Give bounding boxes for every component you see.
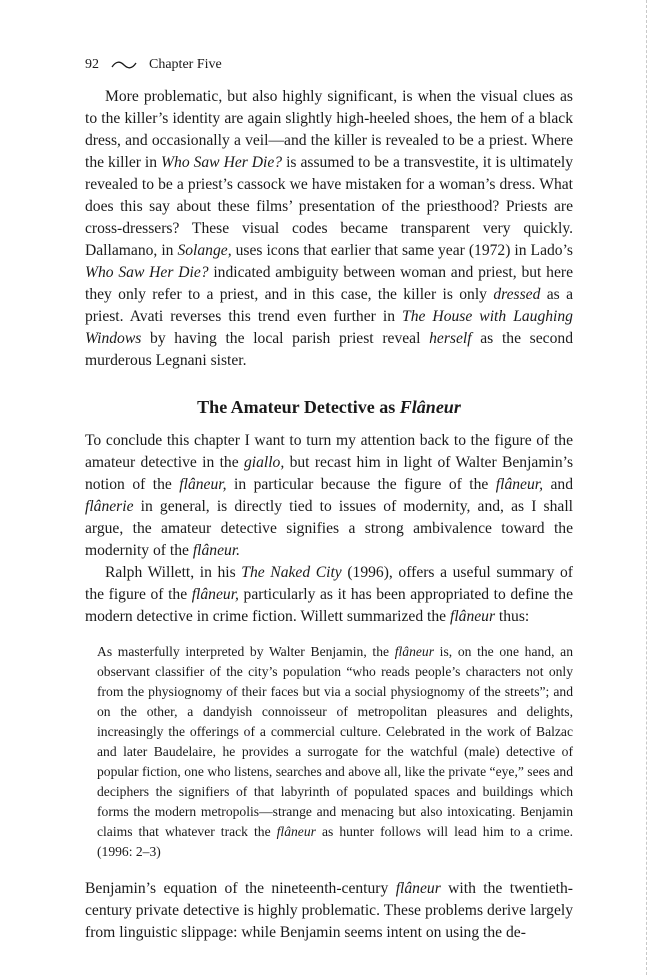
paragraph-willett: [85, 562, 573, 628]
term: flâneur,: [495, 476, 544, 493]
book-page: [85, 56, 573, 944]
term: flânerie: [85, 498, 134, 515]
text-run: but recast him in light of Walter Benjamin’s notion of the: [85, 454, 574, 493]
text-run: (1996), offers a useful summary of the figure of the: [85, 564, 573, 603]
page-edge-line: [646, 0, 647, 975]
section-heading: [85, 395, 573, 419]
film-title: Who Saw Her Die?: [85, 264, 209, 281]
text-run: More problematic, but also highly significant, is when the visual clues as to the killer’s identity are again slightly high-heeled shoes, the hem of a black dress, and occasionally a veil—and the killer is revealed to be a priest. Where the killer in: [85, 88, 573, 171]
quote-text: [97, 642, 573, 862]
text-run: indicated ambiguity between woman and priest, but here they only refer to a priest, and in this case, the killer is only: [85, 264, 573, 303]
heading-italic: Flâneur: [399, 397, 461, 417]
text-run: with the twentieth-century private detective is highly problematic. These problems derive largely from linguistic slippage: while Benjamin seems intent on using the de-: [85, 880, 573, 941]
emphasis: dressed: [493, 286, 541, 303]
term: giallo,: [243, 454, 285, 471]
paragraph-benjamin-equation: [85, 878, 573, 944]
film-title: The House with Laughing Windows: [85, 308, 573, 347]
text-run: To conclude this chapter I want to turn my attention back to the figure of the amateur detective in the: [85, 432, 573, 471]
text-run: Benjamin’s equation of the nineteenth-century: [85, 880, 396, 897]
paragraph-priest-killer: [85, 86, 573, 372]
swash-ornament-icon: [111, 60, 137, 70]
term: flâneur: [449, 608, 496, 625]
text-run: in general, is directly tied to issues of modernity, and, as I shall argue, the amateur detective signifies a strong ambivalence toward the modernity of the: [85, 498, 573, 559]
block-quote: [97, 642, 573, 862]
book-title: The Naked City: [241, 564, 342, 581]
term: flâneur: [395, 880, 441, 897]
term: flâneur: [394, 644, 434, 659]
film-title: Solange,: [177, 242, 232, 259]
paragraph-conclusion: [85, 430, 573, 562]
term: flâneur,: [179, 476, 227, 493]
heading-text: The Amateur Detective as: [197, 397, 400, 417]
text-run: and: [543, 476, 573, 493]
running-head: [85, 56, 573, 74]
text-run: as a priest. Avati reverses this trend even further in: [85, 286, 573, 325]
text-run: uses icons that earlier that same year (1972) in Lado’s: [231, 242, 573, 259]
term: flâneur.: [192, 542, 241, 559]
text-run: by having the local parish priest reveal: [141, 330, 430, 347]
text-run: is assumed to be a transvestite, it is ultimately revealed to be a priest’s cassock we have mistaken for a woman’s dress. What does this say about these films’ presentation of the priesthood? Priests are cross-dressers? These visual codes became transparent very quickly. Dallamano, in: [85, 154, 573, 259]
text-run: as hunter follows will lead him to a crime. (1996: 2–3): [97, 824, 573, 859]
text-run: As masterfully interpreted by Walter Benjamin, the: [97, 644, 395, 659]
page-number: 92: [85, 57, 99, 72]
text-run: as the second murderous Legnani sister.: [85, 330, 573, 369]
chapter-title: Chapter Five: [149, 57, 222, 72]
text-run: thus:: [495, 608, 530, 625]
film-title: Who Saw Her Die?: [161, 154, 283, 171]
term: flâneur,: [191, 586, 239, 603]
text-run: is, on the one hand, an observant classifier of the city’s population “who reads people’s characters not only from the physiognomy of their faces but via a social physiognomy of the streets”; and on the other, a dandyish connoisseur of metropolitan pleasures and delights, increasingly the offerings of a commercial culture. Celebrated in the work of Balzac and later Baudelaire, he provides a surrogate for the watchful (male) detective of popular fiction, one who listens, searches and above all, like the private “eye,” sees and deciphers the signifiers of that labyrinth of populated spaces and buildings which forms the modern metropolis—strange and menacing but also intoxicating. Benjamin claims that whatever track the: [97, 644, 573, 839]
text-run: Ralph Willett, in his: [105, 564, 242, 581]
emphasis: herself: [429, 330, 472, 347]
text-run: particularly as it has been appropriated to define the modern detective in crime fiction. Willett summarized the: [85, 586, 573, 625]
text-run: in particular because the figure of the: [226, 476, 496, 493]
term: flâneur: [276, 824, 316, 839]
